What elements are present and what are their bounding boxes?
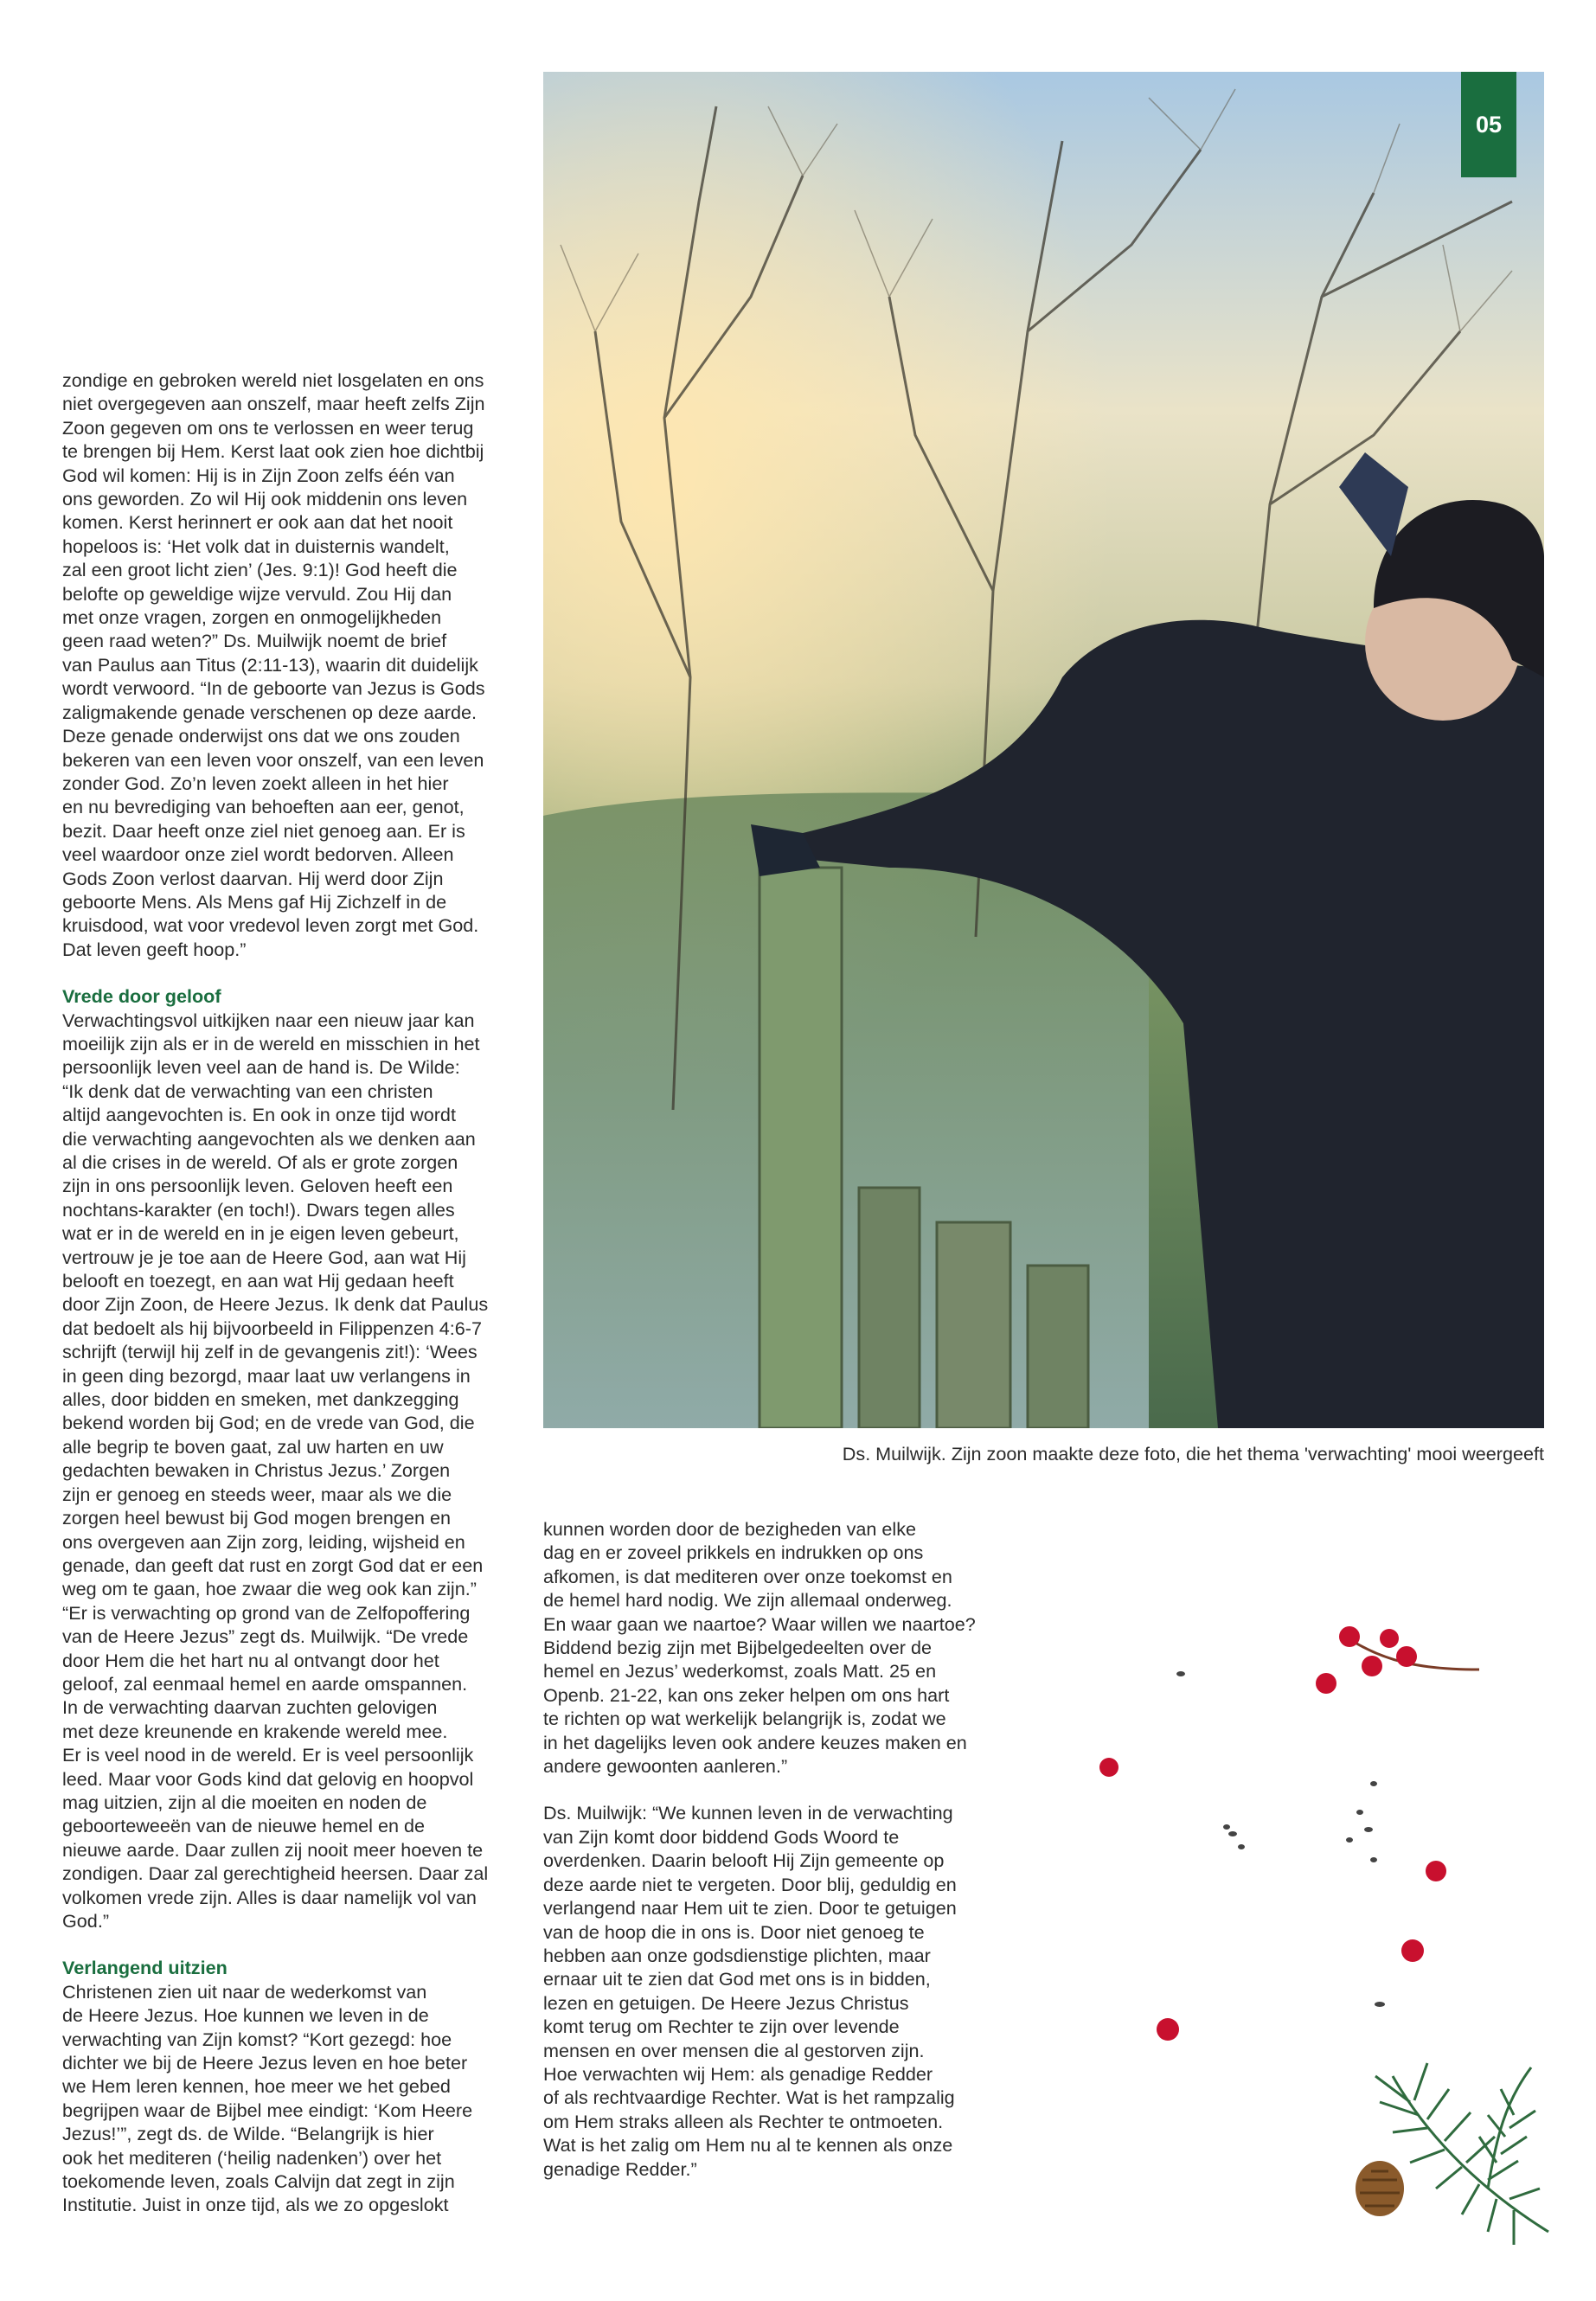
vrede-line: nochtans-karakter (en toch!). Dwars tegen alles bbox=[62, 1198, 455, 1221]
vrede-line: wat er in de wereld en in je eigen leven gebeurt, bbox=[62, 1222, 459, 1245]
vrede-line: die verwachting aangevochten als we denken aan bbox=[62, 1127, 476, 1150]
vrede-line: belooft en toezegt, en aan wat Hij gedaan heeft bbox=[62, 1270, 454, 1292]
vrede-line: met deze kreunende en krakende wereld mee. bbox=[62, 1720, 448, 1742]
article-photo bbox=[543, 72, 1544, 1428]
vrede-line: volkomen vrede zijn. Alles is daar namelijk vol van bbox=[62, 1886, 477, 1908]
photo-caption: Ds. Muilwijk. Zijn zoon maakte deze foto, die het thema 'verwachting' mooi weergeeft bbox=[842, 1443, 1544, 1465]
vrede-line: God.” bbox=[62, 1910, 110, 1932]
middle-p2-line: deze aarde niet te vergeten. Door blij, geduldig en bbox=[543, 1873, 957, 1895]
vrede-line: zijn er genoeg en steeds weer, maar als we die bbox=[62, 1483, 452, 1505]
verlangend-line: verwachting van Zijn komst? “Kort gezegd: hoe bbox=[62, 2028, 452, 2050]
intro-line: zondige en gebroken wereld niet losgelaten en ons bbox=[62, 369, 484, 391]
vrede-line: in geen ding bezorgd, maar laat uw verlangens in bbox=[62, 1364, 471, 1387]
vrede-line: zondigen. Daar zal gerechtigheid heersen. Daar zal bbox=[62, 1862, 489, 1885]
middle-text-column bbox=[543, 1517, 1010, 2181]
intro-line: wordt verwoord. “In de geboorte van Jezus is Gods bbox=[62, 677, 485, 700]
middle-p2-line: ernaar uit te zien dat God met ons is in bidden, bbox=[543, 1968, 931, 1990]
verlangend-line: ook het mediteren (‘heilig nadenken’) over het bbox=[62, 2146, 442, 2169]
middle-p1-line: dag en er zoveel prikkels en indrukken op ons bbox=[543, 1541, 924, 1564]
vrede-line: alles, door bidden en smeken, met dankzegging bbox=[62, 1388, 459, 1411]
middle-p1-line: Biddend bezig zijn met Bijbelgedeelten over de bbox=[543, 1637, 932, 1659]
verlangend-line: toekomende leven, zoals Calvijn dat zegt in zijn bbox=[62, 2170, 455, 2193]
vrede-line: door Hem die het hart nu al ontvangt door het bbox=[62, 1649, 439, 1671]
vrede-line: weg om te gaan, hoe zwaar die weg ook kan zijn.” bbox=[62, 1578, 477, 1600]
middle-p2-line: Hoe verwachten wij Hem: als genadige Redder bbox=[543, 2062, 933, 2085]
vrede-line: In de verwachting daarvan zuchten gelovigen bbox=[62, 1696, 438, 1719]
vrede-line: zorgen heel bewust bij God mogen brengen en bbox=[62, 1507, 451, 1529]
intro-line: komen. Kerst herinnert er ook aan dat het nooit bbox=[62, 511, 453, 534]
middle-p1-line: hemel en Jezus’ wederkomst, zoals Matt. 25 en bbox=[543, 1660, 937, 1682]
intro-line: zaligmakende genade verschenen op deze aarde. bbox=[62, 701, 478, 723]
intro-line: ons geworden. Zo wil Hij ook middenin ons leven bbox=[62, 488, 468, 510]
middle-p1-line: kunnen worden door de bezigheden van elke bbox=[543, 1518, 916, 1540]
intro-line: met onze vragen, zorgen en onmogelijkheden bbox=[62, 606, 442, 629]
intro-line: niet overgegeven aan onszelf, maar heeft zelfs Zijn bbox=[62, 393, 485, 415]
intro-line: God wil komen: Hij is in Zijn Zoon zelfs één van bbox=[62, 464, 455, 486]
verlangend-line: we Hem leren kennen, hoe meer we het gebed bbox=[62, 2075, 451, 2098]
vrede-line: altijd aangevochten is. En ook in onze tijd wordt bbox=[62, 1104, 456, 1126]
intro-line: Deze genade onderwijst ons dat we ons zouden bbox=[62, 725, 460, 747]
middle-p1-line: in het dagelijks leven ook andere keuzes maken en bbox=[543, 1731, 967, 1753]
intro-line: geen raad weten?” Ds. Muilwijk noemt de brief bbox=[62, 630, 447, 652]
middle-p2-line: komt terug om Rechter te zijn over levende bbox=[543, 2016, 900, 2038]
vrede-line: Verwachtingsvol uitkijken naar een nieuw jaar kan bbox=[62, 1009, 475, 1031]
vrede-line: nieuwe aarde. Daar zullen zij nooit meer hoeven te bbox=[62, 1838, 484, 1861]
intro-line: Dat leven geeft hoop.” bbox=[62, 938, 247, 960]
vrede-line: zijn in ons persoonlijk leven. Geloven heeft een bbox=[62, 1175, 453, 1197]
middle-p1-line: de hemel hard nodig. We zijn allemaal onderweg. bbox=[543, 1589, 952, 1612]
verlangend-line: de Heere Jezus. Hoe kunnen we leven in de bbox=[62, 2004, 429, 2027]
intro-line: van Paulus aan Titus (2:11-13), waarin dit duidelijk bbox=[62, 653, 478, 676]
intro-line: hopeloos is: ‘Het volk dat in duisternis wandelt, bbox=[62, 535, 450, 557]
middle-p2-line: hebben aan onze godsdienstige plichten, maar bbox=[543, 1944, 931, 1966]
seeds-icon bbox=[1176, 1671, 1385, 2007]
heading-vrede-door-geloof: Vrede door geloof bbox=[62, 985, 221, 1008]
verlangend-line: Jezus!’”, zegt ds. de Wilde. “Belangrijk is hier bbox=[62, 2123, 434, 2145]
intro-line: Gods Zoon verlost daarvan. Hij werd door Zijn bbox=[62, 867, 444, 889]
verlangend-line: begrijpen waar de Bijbel mee eindigt: ‘Kom Heere bbox=[62, 2099, 473, 2121]
intro-paragraph bbox=[62, 369, 529, 961]
intro-line: Zoon gegeven om ons te verlossen en weer terug bbox=[62, 416, 474, 439]
middle-p2-line: van Zijn komt door biddend Gods Woord te bbox=[543, 1825, 900, 1848]
middle-paragraph-2 bbox=[543, 1801, 1010, 2181]
middle-p2-line: Wat is het zalig om Hem nu al te kennen als onze bbox=[543, 2134, 953, 2157]
middle-p1-line: afkomen, is dat mediteren over onze toekomst en bbox=[543, 1565, 952, 1587]
vrede-line: persoonlijk leven veel aan de hand is. De Wilde: bbox=[62, 1056, 460, 1079]
vrede-line: mag uitzien, zijn al die moeiten en noden de bbox=[62, 1791, 427, 1813]
intro-line: bezit. Daar heeft onze ziel niet genoeg aan. Er is bbox=[62, 819, 465, 842]
middle-p2-line: Ds. Muilwijk: “We kunnen leven in de verwachting bbox=[543, 1802, 953, 1824]
left-text-column bbox=[62, 369, 529, 2217]
vrede-line: “Ik denk dat de verwachting van een christen bbox=[62, 1080, 433, 1102]
vrede-line: dat bedoelt als hij bijvoorbeeld in Filippenzen 4:6-7 bbox=[62, 1317, 482, 1339]
middle-p2-line: overdenken. Daarin belooft Hij Zijn gemeente op bbox=[543, 1849, 945, 1872]
vrede-line: genade, dan geeft dat rust en zorgt God dat er een bbox=[62, 1554, 484, 1576]
intro-line: te brengen bij Hem. Kerst laat ook zien hoe dichtbij bbox=[62, 440, 484, 463]
pine-branch-icon bbox=[1375, 2063, 1548, 2245]
middle-p2-line: van de hoop die in ons is. Door niet genoeg te bbox=[543, 1920, 925, 1943]
vrede-line: leed. Maar voor Gods kind dat gelovig en hoopvol bbox=[62, 1767, 474, 1790]
vrede-line: “Er is verwachting op grond van de Zelfopoffering bbox=[62, 1601, 471, 1624]
intro-line: zonder God. Zo’n leven zoekt alleen in het hier bbox=[62, 772, 449, 794]
intro-line: bekeren van een leven voor onszelf, van een leven bbox=[62, 748, 484, 771]
section-verlangend-paragraph bbox=[62, 1980, 529, 2217]
middle-paragraph-1 bbox=[543, 1517, 1010, 1778]
section-vrede-paragraph bbox=[62, 1009, 529, 1933]
intro-line: geboorte Mens. Als Mens gaf Hij Zichzelf in de bbox=[62, 890, 447, 913]
intro-line: zal een groot licht zien’ (Jes. 9:1)! God heeft die bbox=[62, 559, 458, 581]
heading-verlangend-uitzien: Verlangend uitzien bbox=[62, 1957, 228, 1979]
vrede-line: Er is veel nood in de wereld. Er is veel persoonlijk bbox=[62, 1744, 474, 1766]
vrede-line: alle begrip te boven gaat, zal uw harten en uw bbox=[62, 1435, 444, 1458]
vrede-line: schrijft (terwijl hij zelf in de gevangenis zit!): ‘Wees bbox=[62, 1341, 478, 1363]
intro-line: kruisdood, wat voor vredevol leven zorgt met God. bbox=[62, 914, 479, 937]
verlangend-line: dichter we bij de Heere Jezus leven en hoe beter bbox=[62, 2052, 468, 2074]
verlangend-line: Institutie. Juist in onze tijd, als we zo opgeslokt bbox=[62, 2194, 449, 2216]
berries-icon bbox=[1099, 1758, 1446, 2041]
christmas-decoration bbox=[1081, 1583, 1566, 2275]
intro-line: veel waardoor onze ziel wordt bedorven. Alleen bbox=[62, 843, 454, 866]
middle-p1-line: Openb. 21-22, kan ons zeker helpen om ons hart bbox=[543, 1683, 950, 1706]
intro-line: en nu bevrediging van behoeften aan eer, genot, bbox=[62, 796, 465, 818]
middle-p2-line: genadige Redder.” bbox=[543, 2157, 697, 2180]
middle-p2-line: verlangend naar Hem uit te zien. Door te getuigen bbox=[543, 1897, 957, 1920]
middle-p1-line: En waar gaan we naartoe? Waar willen we naartoe? bbox=[543, 1612, 976, 1635]
middle-p1-line: andere gewoonten aanleren.” bbox=[543, 1755, 788, 1778]
middle-p2-line: lezen en getuigen. De Heere Jezus Christus bbox=[543, 1991, 909, 2014]
middle-p2-line: mensen en over mensen die al gestorven zijn. bbox=[543, 2039, 925, 2061]
vrede-line: al die crises in de wereld. Of als er grote zorgen bbox=[62, 1151, 458, 1173]
page-number-badge: 05 bbox=[1461, 72, 1516, 177]
vrede-line: van de Heere Jezus” zegt ds. Muilwijk. “De vrede bbox=[62, 1625, 469, 1648]
vrede-line: bekend worden bij God; en de vrede van God, die bbox=[62, 1412, 475, 1434]
vrede-line: geloof, zal eenmaal hemel en aarde omspannen. bbox=[62, 1672, 468, 1695]
verlangend-line: Christenen zien uit naar de wederkomst van bbox=[62, 1980, 427, 2003]
vrede-line: geboorteweeën van de nieuwe hemel en de bbox=[62, 1815, 425, 1837]
vrede-line: door Zijn Zoon, de Heere Jezus. Ik denk dat Paulus bbox=[62, 1293, 489, 1316]
middle-p2-line: om Hem straks alleen als Rechter te ontmoeten. bbox=[543, 2110, 944, 2132]
berry-sprig-icon bbox=[1316, 1626, 1479, 1694]
intro-line: belofte op geweldige wijze vervuld. Zou Hij dan bbox=[62, 582, 452, 605]
vrede-line: gedachten bewaken in Christus Jezus.’ Zorgen bbox=[62, 1459, 451, 1482]
middle-p1-line: te richten op wat werkelijk belangrijk is, zodat we bbox=[543, 1708, 946, 1730]
vrede-line: ons overgeven aan Zijn zorg, leiding, wijsheid en bbox=[62, 1530, 465, 1553]
pine-cone-icon bbox=[1356, 2161, 1404, 2216]
middle-p2-line: of als rechtvaardige Rechter. Wat is het rampzalig bbox=[543, 2086, 955, 2109]
vrede-line: moeilijk zijn als er in de wereld en misschien in het bbox=[62, 1032, 480, 1054]
vrede-line: vertrouw je je toe aan de Heere God, aan wat Hij bbox=[62, 1246, 466, 1268]
